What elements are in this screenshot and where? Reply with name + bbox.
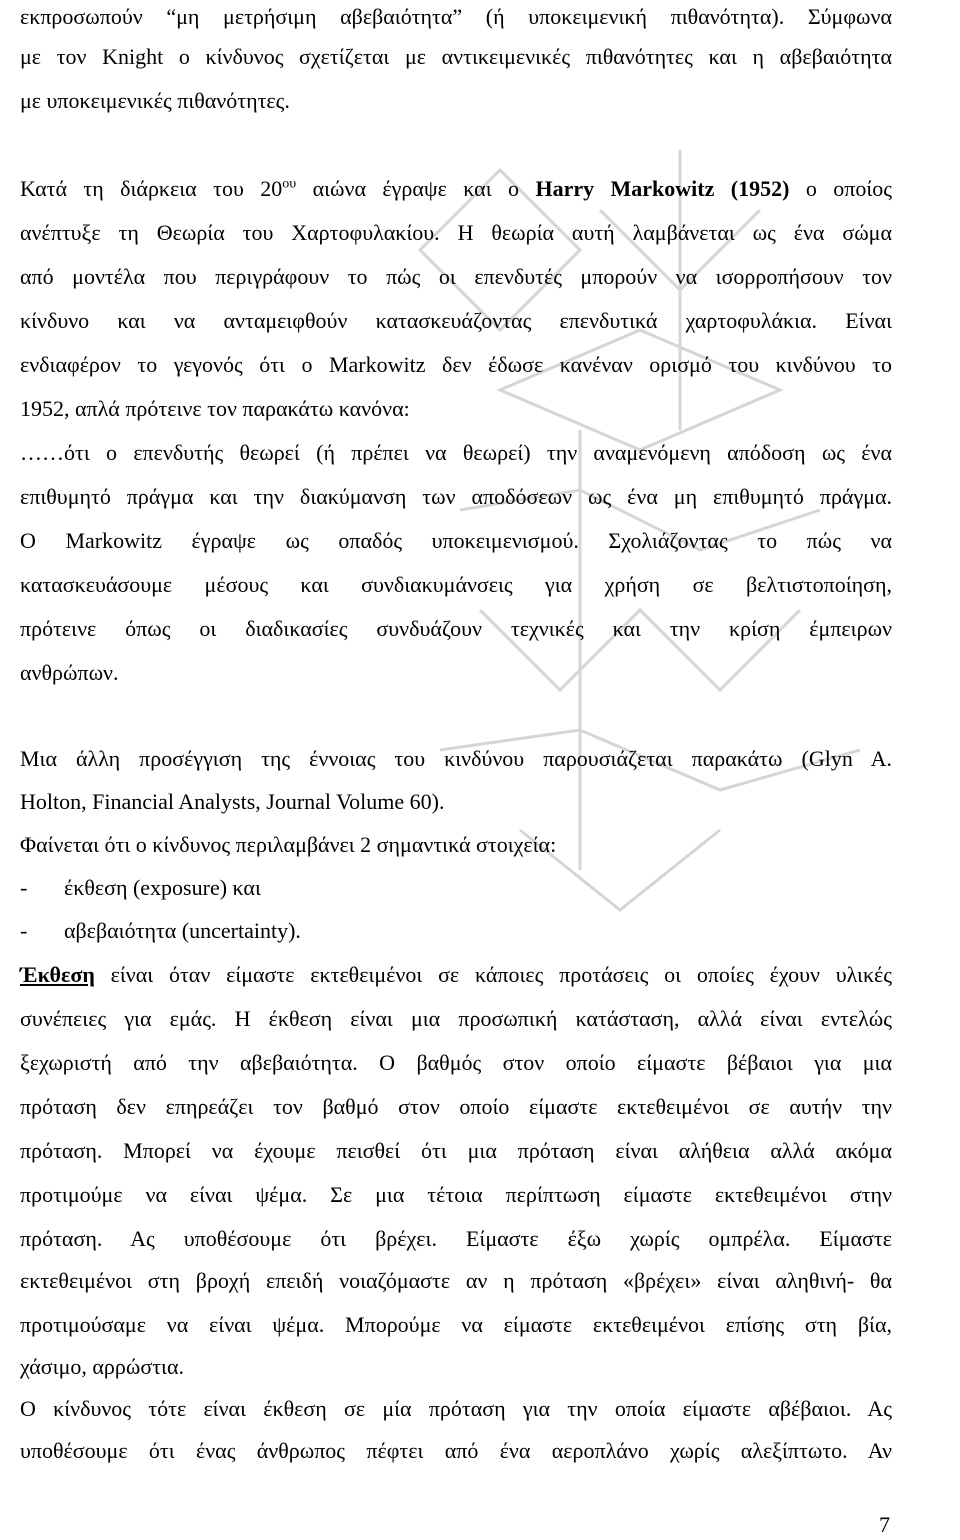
text-line: Holton, Financial Analysts, Journal Volume 60).: [20, 789, 445, 814]
text-line: Φαίνεται ότι ο κίνδυνος περιλαμβάνει 2 σημαντικά στοιχεία:: [20, 832, 557, 857]
text-line: κατασκευάσουμε μέσους και συνδιακυμάνσεις για χρήση σε βελτιστοποίηση,: [20, 572, 892, 597]
term-heading: Έκθεση: [20, 962, 95, 987]
text-line: προτιμούσαμε να είναι ψέμα. Μπορούμε να είμαστε εκτεθειμένοι επίσης στη βία,: [20, 1312, 892, 1337]
text-line: πρόταση δεν επηρεάζει τον βαθμό στον οποίο είμαστε εκτεθειμένοι σε αυτήν την: [20, 1094, 892, 1119]
text-line: πρόταση. Μπορεί να έχουμε πεισθεί ότι μια πρόταση είναι αλήθεια αλλά ακόμα: [20, 1138, 892, 1163]
text-line: πρόταση. Ας υποθέσουμε ότι βρέχει. Είμαστε έξω χωρίς ομπρέλα. Είμαστε: [20, 1226, 892, 1251]
list-item-text: αβεβαιότητα (uncertainty).: [64, 918, 301, 943]
text-line: με υποκειμενικές πιθανότητες.: [20, 88, 290, 113]
text-line: [20, 960, 892, 990]
text-fragment: Κατά τη διάρκεια του 20: [20, 176, 283, 201]
text-line: Μια άλλη προσέγγιση της έννοιας του κινδύνου παρουσιάζεται παρακάτω (Glyn A.: [20, 746, 892, 771]
text-line: προτιμούμε να είναι ψέμα. Σε μια τέτοια περίπτωση είμαστε εκτεθειμένοι στην: [20, 1182, 892, 1207]
text-line: 1952, απλά πρότεινε τον παρακάτω κανόνα:: [20, 396, 410, 421]
text-line: χάσιμο, αρρώστια.: [20, 1354, 184, 1379]
text-line: με τον Knight ο κίνδυνος σχετίζεται με αντικειμενικές πιθανότητες και η αβεβαιότητα: [20, 44, 892, 69]
text-line: εκτεθειμένοι στη βροχή επειδή νοιαζόμαστε αν η πρόταση «βρέχει» είναι αληθινή- θα: [20, 1268, 892, 1293]
text-line: ……ότι ο επενδυτής θεωρεί (ή πρέπει να θεωρεί) την αναμενόμενη απόδοση ως ένα: [20, 440, 892, 465]
text-line: Ο κίνδυνος τότε είναι έκθεση σε μία πρόταση για την οποία είμαστε αβέβαιοι. Ας: [20, 1396, 892, 1421]
superscript: ου: [282, 176, 297, 192]
text-fragment: είναι όταν είμαστε εκτεθειμένοι σε κάποιες προτάσεις οι οποίες έχουν υλικές: [94, 962, 892, 987]
text-fragment: αιώνα έγραψε και ο: [296, 176, 536, 201]
text-line: υποθέσουμε ότι ένας άνθρωπος πέφτει από ένα αεροπλάνο χωρίς αλεξίπτωτο. Αν: [20, 1438, 892, 1463]
text-line: Ο Markowitz έγραψε ως οπαδός υποκειμενισμού. Σχολιάζοντας το πώς να: [20, 528, 892, 553]
text-line: συνέπειες για εμάς. Η έκθεση είναι μια προσωπική κατάσταση, αλλά είναι εντελώς: [20, 1006, 892, 1031]
text-line: [20, 174, 892, 204]
text-line: ενδιαφέρον το γεγονός ότι ο Markowitz δεν έδωσε κανέναν ορισμό του κινδύνου το: [20, 352, 892, 377]
bullet-dash: -: [20, 918, 28, 943]
text-line: εκπροσωπούν “μη μετρήσιμη αβεβαιότητα” (ή υποκειμενική πιθανότητα). Σύμφωνα: [20, 4, 892, 29]
text-line: επιθυμητό πράγμα και την διακύμανση των αποδόσεων ως ένα μη επιθυμητό πράγμα.: [20, 484, 892, 509]
text-line: ανθρώπων.: [20, 660, 119, 685]
text-line: πρότεινε όπως οι διαδικασίες συνδυάζουν τεχνικές και την κρίση έμπειρων: [20, 616, 892, 641]
text-line: ανέπτυξε τη Θεωρία του Χαρτοφυλακίου. Η θεωρία αυτή λαμβάνεται ως ένα σώμα: [20, 220, 892, 245]
text-fragment: ο οποίος: [789, 176, 892, 201]
text-line: από μοντέλα που περιγράφουν το πώς οι επενδυτές μπορούν να ισορροπήσουν τον: [20, 264, 892, 289]
bullet-dash: -: [20, 875, 28, 900]
page-number: 7: [879, 1512, 890, 1537]
text-line: κίνδυνο και να ανταμειφθούν κατασκευάζοντας επενδυτικά χαρτοφυλάκια. Είναι: [20, 308, 892, 333]
list-item: [20, 873, 892, 903]
text-line: ξεχωριστή από την αβεβαιότητα. Ο βαθμός στον οποίο είμαστε βέβαιοι για μια: [20, 1050, 892, 1075]
author-name: Harry Markowitz (1952): [535, 176, 790, 201]
list-item-text: έκθεση (exposure) και: [64, 875, 261, 900]
list-item: [20, 916, 892, 946]
